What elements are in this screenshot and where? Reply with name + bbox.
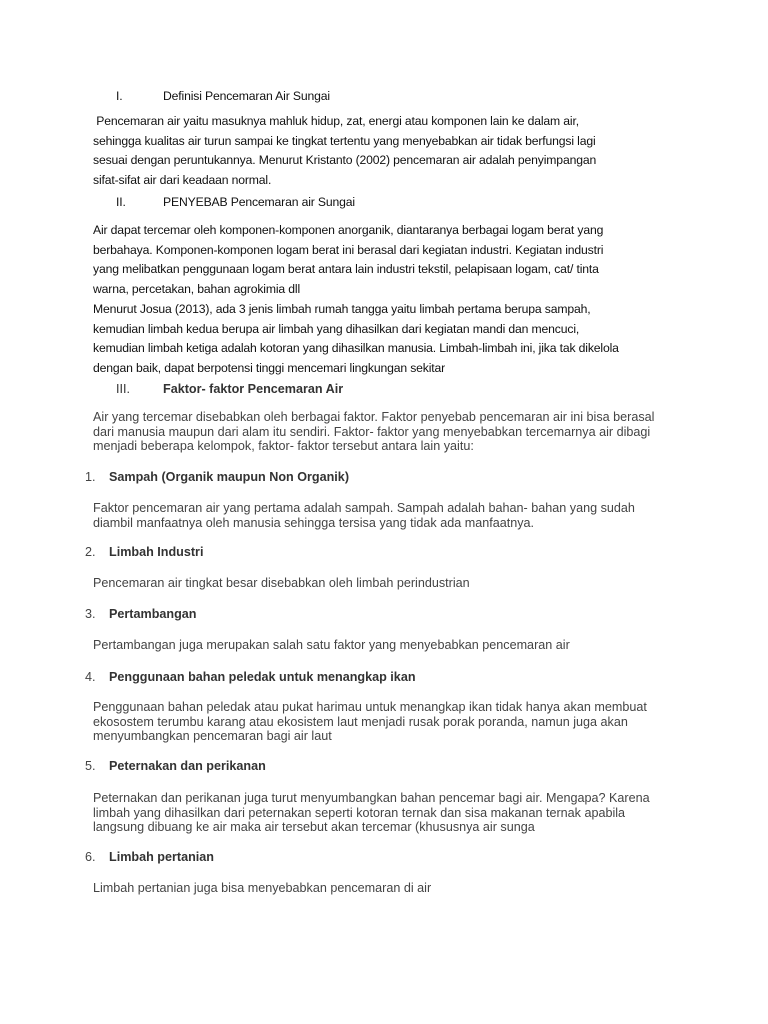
text-line: Air yang tercemar disebabkan oleh berbagai faktor. Faktor penyebab pencemaran air ini bisa berasal <box>93 410 655 424</box>
text-line: Pencemaran air yaitu masuknya mahluk hidup, zat, energi atau komponen lain ke dalam air, <box>93 114 579 128</box>
list-item-1-body <box>93 501 635 530</box>
text-line: dari manusia maupun dari alam itu sendiri. Faktor- faktor yang menyebabkan tercemarnya air dibagi <box>93 424 651 439</box>
list-item-number: 5. <box>85 759 96 773</box>
text-line: menjadi beberapa kelompok, faktor- faktor tersebut antara lain yaitu: <box>93 439 474 453</box>
list-item-number: 1. <box>85 470 96 484</box>
list-item-3-body <box>93 638 570 653</box>
text-line: Faktor pencemaran air yang pertama adalah sampah. Sampah adalah bahan- bahan yang sudah <box>93 501 635 515</box>
list-item-5-body <box>93 791 650 835</box>
list-item-title: Peternakan dan perikanan <box>109 759 266 773</box>
list-item-number: 2. <box>85 545 96 559</box>
section-1-title: Definisi Pencemaran Air Sungai <box>163 89 330 103</box>
section-3-title: Faktor- faktor Pencemaran Air <box>163 382 344 396</box>
section-2-paragraph-1 <box>93 221 603 299</box>
text-line: Penggunaan bahan peledak atau pukat harimau untuk menangkap ikan tidak hanya akan membuat <box>93 700 647 714</box>
section-1-number: I. <box>116 89 123 103</box>
text-line: sifat-sifat air dari keadaan normal. <box>93 172 272 187</box>
text-line: warna, percetakan, bahan agrokimia dll <box>93 281 301 296</box>
text-line: limbah yang dihasilkan dari peternakan seperti kotoran ternak dan sisa makanan ternak apabila <box>93 805 626 820</box>
list-item-title: Pertambangan <box>109 607 197 621</box>
text-line: menyumbangkan pencemaran bagi air laut <box>93 729 332 743</box>
list-item-2-body <box>93 576 470 591</box>
text-line: kemudian limbah kedua berupa air limbah yang dihasilkan dari kegiatan mandi dan mencuci, <box>93 321 580 336</box>
list-item-number: 3. <box>85 607 96 621</box>
list-item-6-body <box>93 881 431 896</box>
text-line: Limbah pertanian juga bisa menyebabkan pencemaran di air <box>93 881 432 895</box>
text-line: Pertambangan juga merupakan salah satu faktor yang menyebabkan pencemaran air <box>93 638 570 652</box>
text-line: dengan baik, dapat berpotensi tinggi mencemari lingkungan sekitar <box>93 360 446 375</box>
list-item-number: 6. <box>85 850 96 864</box>
section-3-number: III. <box>116 382 130 396</box>
section-1-paragraph <box>93 112 596 190</box>
text-line: sesuai dengan peruntukannya. Menurut Kristanto (2002) pencemaran air adalah penyimpangan <box>93 153 597 167</box>
list-item-title: Limbah Industri <box>109 545 204 559</box>
text-line: berbahaya. Komponen-komponen logam berat ini berasal dari kegiatan industri. Kegiatan industri <box>93 242 604 257</box>
text-line: diambil manfaatnya oleh manusia sehingga tersisa yang tidak ada manfaatnya. <box>93 515 535 530</box>
list-item-number: 4. <box>85 670 96 684</box>
text-line: sehingga kualitas air turun sampai ke tingkat tertentu yang menyebabkan air tidak berfungsi lagi <box>93 133 596 148</box>
text-line: Air dapat tercemar oleh komponen-komponen anorganik, diantaranya berbagai logam berat yang <box>93 223 604 237</box>
section-2-number: II. <box>116 195 126 209</box>
section-3-intro <box>93 410 654 454</box>
text-line: Peternakan dan perikanan juga turut menyumbangkan bahan pencemar bagi air. Mengapa? Karena <box>93 791 650 805</box>
text-line: kemudian limbah ketiga adalah kotoran yang dihasilkan manusia. Limbah-limbah ini, jika tak dikelola <box>93 341 619 355</box>
list-item-title: Limbah pertanian <box>109 850 214 864</box>
list-item-4-body <box>93 700 647 744</box>
text-line: yang melibatkan penggunaan logam berat antara lain industri tekstil, pelapisaan logam, cat/ tinta <box>93 262 599 276</box>
text-line: Menurut Josua (2013), ada 3 jenis limbah rumah tangga yaitu limbah pertama berupa sampah, <box>93 302 591 316</box>
section-2-paragraph-2 <box>93 300 619 378</box>
text-line: Pencemaran air tingkat besar disebabkan oleh limbah perindustrian <box>93 576 470 590</box>
list-item-title: Sampah (Organik maupun Non Organik) <box>109 470 350 484</box>
section-2-title: PENYEBAB Pencemaran air Sungai <box>163 195 355 209</box>
list-item-title: Penggunaan bahan peledak untuk menangkap ikan <box>109 670 416 684</box>
text-line: ekosostem terumbu karang atau ekosistem laut menjadi rusak porak poranda, namun juga akan <box>93 714 628 729</box>
text-line: langsung dibuang ke air maka air tersebut akan tercemar (khususnya air sunga <box>93 820 535 834</box>
